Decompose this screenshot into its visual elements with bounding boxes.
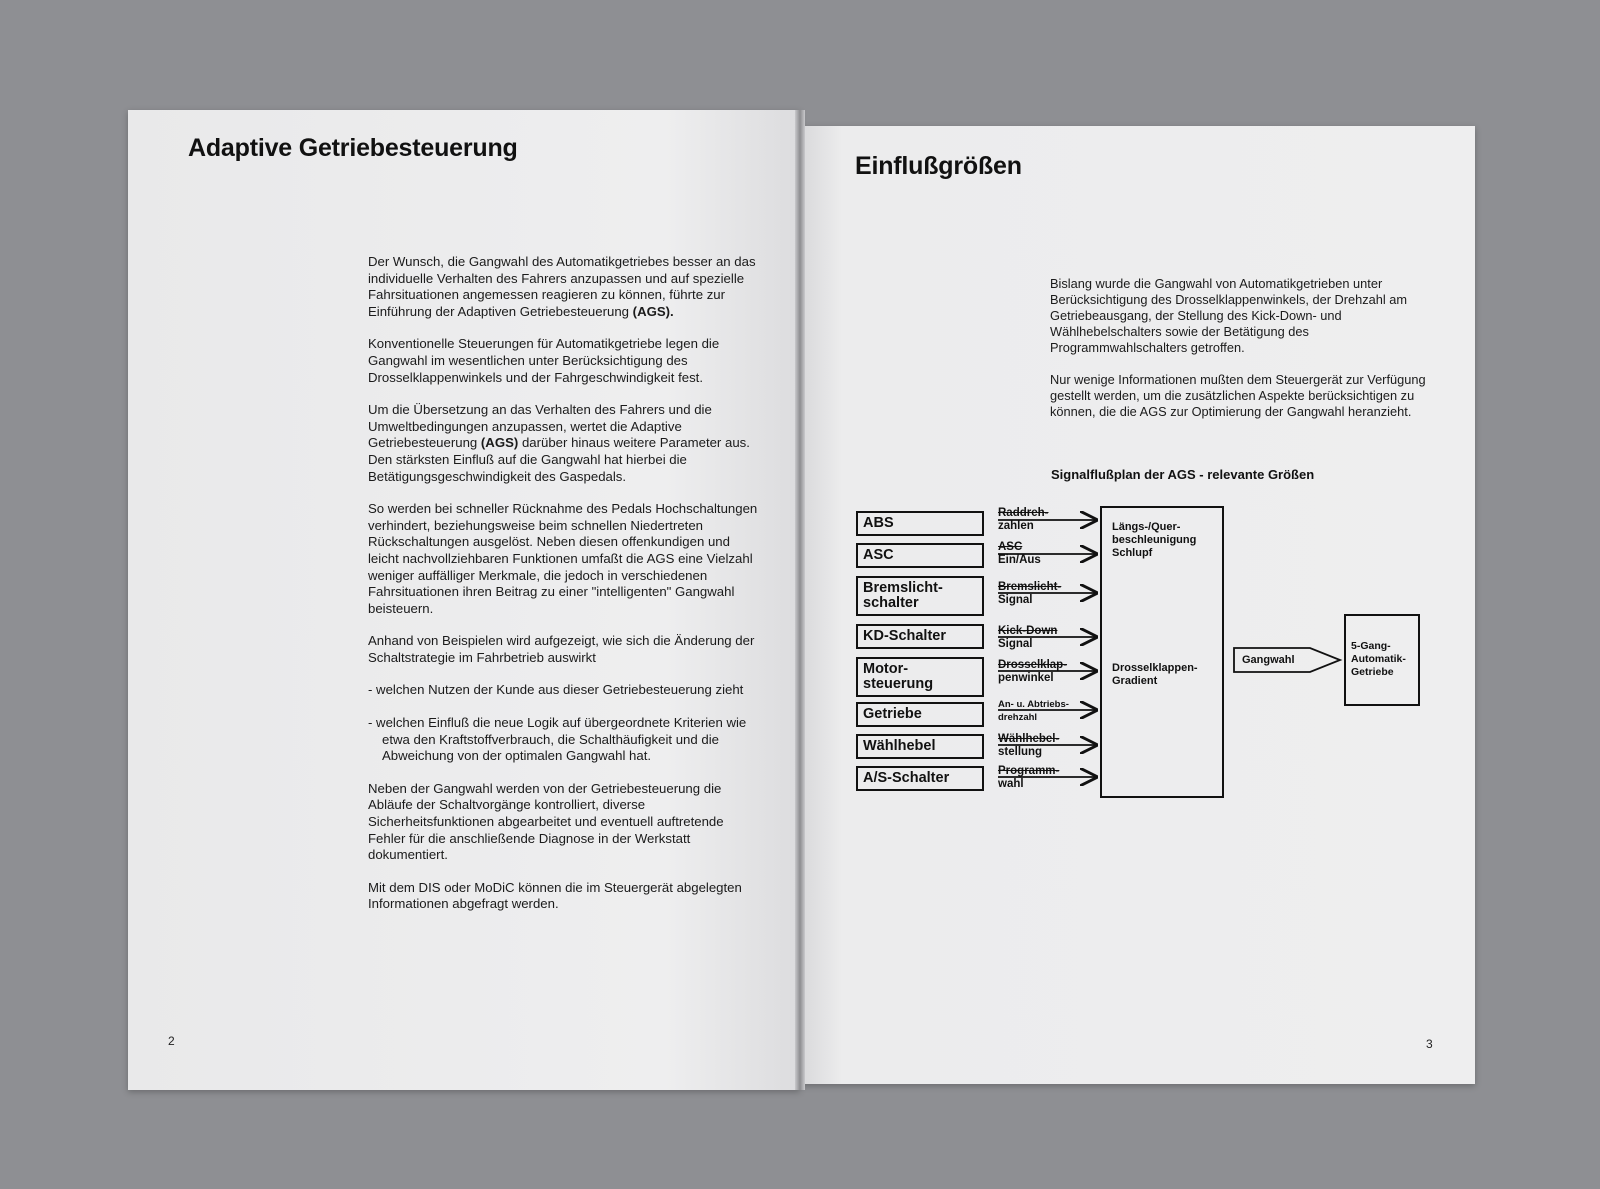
input-box-getriebe: Getriebe	[856, 702, 984, 727]
input-box-kd-schalter: KD-Schalter	[856, 624, 984, 649]
output-label: Gangwahl	[1242, 654, 1295, 666]
paragraph: Mit dem DIS oder MoDiC können die im Steuergerät abgelegten Informationen abgefragt werden.	[368, 879, 742, 912]
signal-label: Wählhebel- stellung	[998, 733, 1060, 758]
right-page-body	[1050, 276, 1430, 436]
signal-label: Raddreh- zahlen	[998, 507, 1049, 532]
paragraph: Der Wunsch, die Gangwahl des Automatikgetriebes besser an das individuelle Verhalten des Fahrers anzupassen und auf spezielle Fahrsituationen angemessen reagieren zu können, führte zur Einführung der Adaptiven Getriebesteuerung (AGS).	[368, 254, 756, 319]
input-box-bremslicht: Bremslicht-schalter	[856, 576, 984, 616]
input-box-as-schalter: A/S-Schalter	[856, 766, 984, 791]
signal-label: ASC Ein/Aus	[998, 541, 1041, 566]
signal-label: Kick-Down Signal	[998, 625, 1058, 650]
paragraph: Anhand von Beispielen wird aufgezeigt, wie sich die Änderung der Schaltstrategie im Fahrbetrieb auswirkt	[368, 633, 755, 665]
signal-label: An- u. Abtriebs- drehzahl	[998, 699, 1069, 723]
input-box-waehlhebel: Wählhebel	[856, 734, 984, 759]
paragraph: Nur wenige Informationen mußten dem Steuergerät zur Verfügung gestellt werden, um die zusätzlichen Aspekte berücksichtigen zu können, die die AGS zur Optimierung der Gangwahl heranzieht.	[1050, 372, 1426, 419]
input-box-motorsteuerung: Motor-steuerung	[856, 657, 984, 697]
paragraph: So werden bei schneller Rücknahme des Pedals Hochschaltungen verhindert, beziehungsweise beim schnellen Niedertreten Rückschaltungen ausgelöst. Neben diesen offenkundigen und leicht nachvollziehbaren Funktionen umfaßt die AGS eine Vielzahl weniger auffälliger Merkmale, die jedoch in verschiedenen Fahrsituationen ihren Beitrag zu einer "intelligenten" Gangwahl beisteuern.	[368, 501, 758, 616]
signal-label: Programm- wahl	[998, 765, 1060, 790]
signal-label: Bremslicht- Signal	[998, 581, 1062, 606]
paragraph: Um die Übersetzung an das Verhalten des Fahrers und die Umweltbedingungen anzupassen, wertet die Adaptive Getriebesteuerung (AGS) darüber hinaus weitere Parameter aus. Den stärksten Einfluß auf die Gangwahl hat hierbei die Betätigungsgeschwindigkeit des Gaspedals.	[368, 402, 750, 484]
list-item: - welchen Einfluß die neue Logik auf übergeordnete Kriterien wie etwa den Kraftstoffverbrauch, die Schalthäufigkeit und die Abweichung von der optimalen Gangwahl hat.	[368, 715, 747, 764]
target-box: 5-Gang-Automatik-Getriebe	[1344, 614, 1420, 706]
left-page-body	[368, 254, 758, 929]
left-page-title: Adaptive Getriebesteuerung	[188, 134, 518, 162]
page-number-right: 3	[1426, 1037, 1433, 1051]
input-box-asc: ASC	[856, 543, 984, 568]
input-box-abs: ABS	[856, 511, 984, 536]
paragraph: Konventionelle Steuerungen für Automatikgetriebe legen die Gangwahl im wesentlichen unter Berücksichtigung des Drosselklappenwinkels und der Fahrgeschwindigkeit fest.	[368, 336, 720, 385]
paragraph: Neben der Gangwahl werden von der Getriebesteuerung die Abläufe der Schaltvorgänge kontrolliert, diverse Sicherheitsfunktionen abgearbeitet und eventuell auftretende Fehler für die anschließende Diagnose in der Werkstatt dokumentiert.	[368, 780, 724, 863]
page-number-left: 2	[168, 1034, 175, 1048]
paragraph: Bislang wurde die Gangwahl von Automatikgetrieben unter Berücksichtigung des Drosselklappenwinkels, der Drehzahl am Getriebeausgang, der Stellung des Kick-Down- und Wählhebelschalters sowie der Betätigung des Programmwahlschalters getroffen.	[1050, 276, 1408, 355]
right-page-title: Einflußgrößen	[855, 152, 1022, 180]
list-item: - welchen Nutzen der Kunde aus dieser Getriebesteuerung zieht	[368, 682, 744, 698]
book-spine	[795, 110, 805, 1090]
signal-label: Drosselklap- penwinkel	[998, 659, 1068, 684]
diagram-title: Signalflußplan der AGS - relevante Größen	[1051, 467, 1315, 482]
processor-label-top: Längs-/Quer-beschleunigung Schlupf	[1112, 521, 1197, 559]
processor-label-mid: Drosselklappen-Gradient	[1112, 662, 1198, 687]
